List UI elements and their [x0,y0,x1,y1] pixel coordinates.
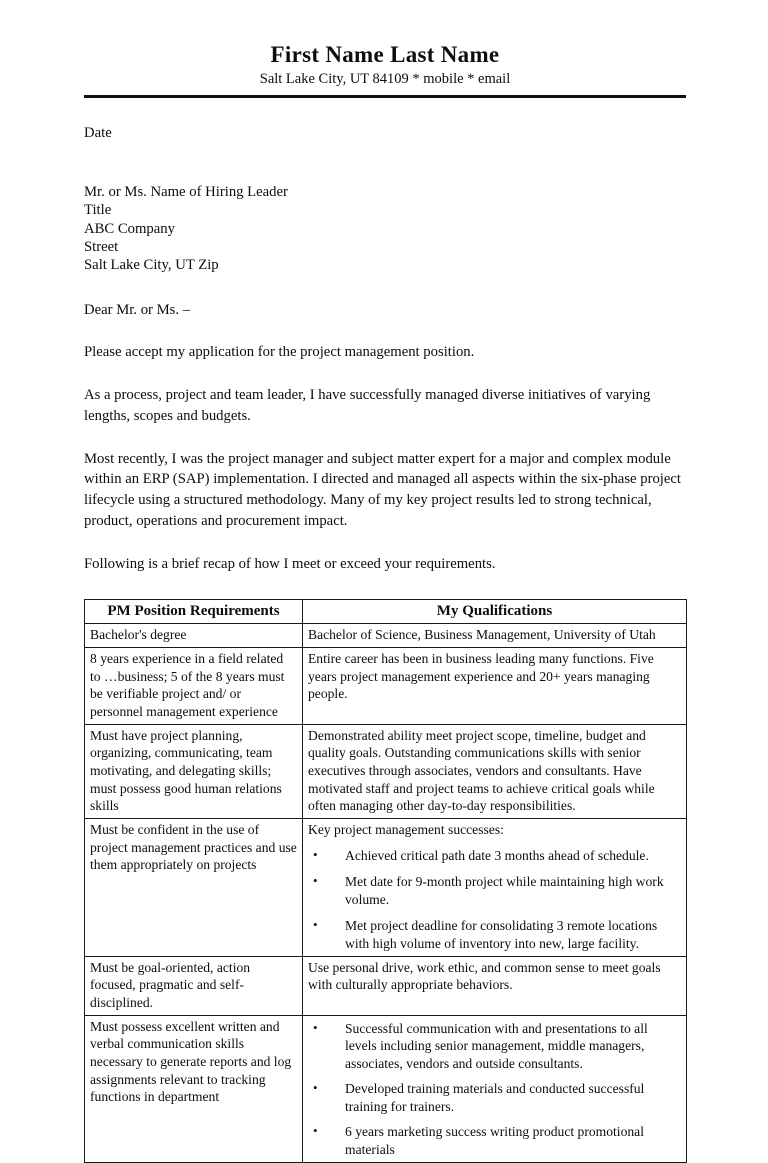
qualification-text: Key project management successes: [308,822,504,838]
requirement-cell: Must possess excellent written and verbal communication skills necessary to generate reports and log assignments relevant to tracking functions in department [85,1015,303,1163]
letterhead-divider [84,95,686,98]
bullet-item: • Achieved critical path date 3 months ahead of schedule. [308,847,681,865]
recipient-address-block [84,183,686,275]
qualification-text: Demonstrated ability meet project scope, timeline, budget and quality goals. Outstanding communications skills with senior executives through associates, vendors and consultants. Have motivated staff and project teams to achieve critical goals while often managing other day-to-day responsibilities. [308,727,655,814]
requirement-cell: Must have project planning, organizing, communicating, team motivating, and delegating skills; must possess good human relations skills [85,724,303,818]
table-row [85,819,687,956]
qualification-bullet-list [308,1020,681,1160]
qualification-cell [303,724,687,818]
column-header-requirements: PM Position Requirements [85,599,303,624]
recipient-line: ABC Company [84,220,175,237]
qualification-text: Use personal drive, work ethic, and common sense to meet goals with culturally appropriate behaviors. [308,959,661,993]
table-row [85,1015,687,1163]
qualification-cell [303,624,687,648]
body-paragraph: Following is a brief recap of how I meet or exceed your requirements. [84,556,496,573]
recipient-line: Title [84,202,112,219]
qualification-text: Entire career has been in business leading many functions. Five years project management experience and 20+ years managing people. [308,651,654,702]
qualification-cell [303,956,687,1015]
table-row [85,648,687,725]
document-content [84,0,686,1163]
table-row [85,624,687,648]
qualification-bullet-list [308,847,681,953]
table-header-row [85,599,687,624]
table-body [85,624,687,1163]
bullet-item: • Successful communication with and presentations to all levels including senior management, middle managers, associates, vendors and outside consultants. [308,1020,681,1074]
requirement-cell: 8 years experience in a field related to …business; 5 of the 8 years must be verifiable project and/ or personnel management experience [85,648,303,725]
salutation: Dear Mr. or Ms. – [84,301,191,318]
qualifications-table [84,599,687,1163]
qualification-cell [303,648,687,725]
applicant-name: First Name Last Name [270,42,500,67]
applicant-contact-line: Salt Lake City, UT 84109 * mobile * email [259,71,511,88]
bullet-item: • 6 years marketing success writing product promotional materials [308,1123,681,1159]
body-paragraph: As a process, project and team leader, I have successfully managed diverse initiatives of varying lengths, scopes and budgets. [84,386,651,424]
qualification-cell [303,1015,687,1163]
recipient-line: Salt Lake City, UT Zip [84,257,219,274]
table-row [85,724,687,818]
bullet-item: • Met date for 9-month project while maintaining high work volume. [308,873,681,909]
table-row [85,956,687,1015]
requirement-cell: Bachelor's degree [85,624,303,648]
qualification-cell [303,819,687,956]
letter-body [84,124,686,575]
requirement-cell: Must be confident in the use of project management practices and use them appropriately on projects [85,819,303,956]
requirement-cell: Must be goal-oriented, action focused, pragmatic and self-disciplined. [85,956,303,1015]
column-header-qualifications: My Qualifications [303,599,687,624]
recipient-line: Mr. or Ms. Name of Hiring Leader [84,183,288,200]
qualification-text: Bachelor of Science, Business Management, University of Utah [308,627,656,643]
letterhead [84,0,686,98]
recipient-line: Street [84,239,119,256]
body-paragraph: Most recently, I was the project manager and subject matter expert for a major and complex module within an ERP (SAP) implementation. I directed and managed all aspects within the six-phase project lifecycle using a structured methodology. Many of my key project results led to strong technical, product, operations and procurement impact. [84,450,682,530]
bullet-item: • Met project deadline for consolidating 3 remote locations with high volume of inventory into new, large facility. [308,917,681,953]
bullet-item: • Developed training materials and conducted successful training for trainers. [308,1080,681,1116]
body-paragraph: Please accept my application for the project management position. [84,343,475,360]
date-placeholder: Date [84,124,112,141]
